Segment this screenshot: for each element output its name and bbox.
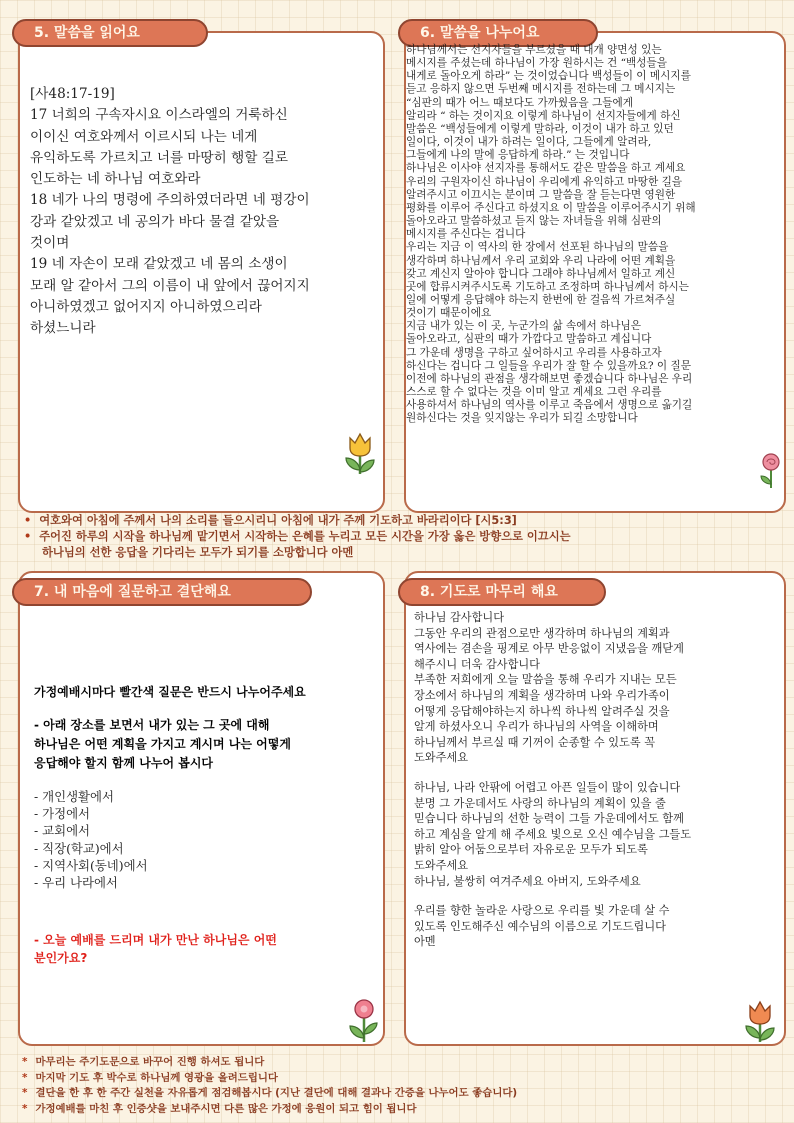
sharing-line: 생각하며 하나님께서 우리 교회와 우리 나라에 어떤 계획을: [406, 254, 676, 267]
sharing-line: 이전에 하나님의 관점을 생각해보면 좋겠습니다 하나님은 우리: [406, 372, 693, 385]
sharing-line: 알려주시고 이끄시는 분이며 그 말씀을 잘 듣는다면 영원한: [406, 188, 676, 201]
paragraph-gap: [414, 766, 788, 780]
question-lead: [34, 716, 291, 773]
scripture-line: 이이신 여호와께서 이르시되 나는 네게: [30, 128, 258, 145]
footer-text: 결단을 한 후 한 주간 실천을 자유롭게 점검해봅시다 (지난 결단에 대해 결과나 간증을 나누어도 좋습니다): [35, 1087, 518, 1100]
note-verse: [24, 513, 517, 529]
asterisk-icon: *: [22, 1102, 28, 1115]
scripture-line: 모래 알 같아서 그의 이름이 내 앞에서 끊어지지: [30, 277, 310, 294]
bullet-icon: •: [24, 530, 32, 543]
prayer-line: 하나님께서 부르실 때 기꺼이 순종할 수 있도록 꼭: [414, 735, 656, 749]
prayer-line: 역사에는 겸손을 핑계로 아무 반응없이 지냈음을 깨닫게: [414, 642, 684, 656]
place-item: - 직장(학교)에서: [34, 840, 124, 856]
note-text: 여호와여 아침에 주께서 나의 소리를 들으시리니 아침에 내가 주께 기도하고 바라리이다 [시5:3]: [39, 514, 517, 527]
question-lead-line: 하나님은 어떤 계획을 가지고 계시며 나는 어떻게: [34, 737, 291, 751]
sharing-line: 그 가운데 생명을 구하고 싶어하시고 우리를 사용하고자: [406, 346, 662, 359]
red-question-line: 분인가요?: [34, 951, 88, 965]
prayer-line: 하나님, 불쌍히 여겨주세요 아버지, 도와주세요: [414, 874, 641, 888]
prayer-line: 해주시니 더욱 감사합니다: [414, 657, 540, 671]
sharing-line: 스스로 할 수 없다는 것을 이미 알고 계세요 그런 우리를: [406, 386, 662, 399]
sharing-line: 하나님은 이사야 선지자를 통해서도 같은 말씀을 하고 계세요: [406, 162, 686, 175]
prayer-line: 아멘: [414, 935, 436, 949]
red-question-line: - 오늘 예배를 드리며 내가 만난 하나님은 어떤: [34, 933, 277, 947]
note-hope: [24, 529, 571, 545]
tulip-icon: [340, 430, 380, 476]
note-text: 주어진 하루의 시작을 하나님께 맡기면서 시작하는 은혜를 누리고 모든 시간을 가장 옳은 방향으로 이끄시는: [39, 530, 571, 543]
note-text: 하나님의 선한 응답을 기다리는 모두가 되기를 소망합니다 아멘: [42, 546, 354, 559]
question-lead-line: 응답해야 할지 함께 나누어 봅시다: [34, 756, 214, 770]
prayer-text: [414, 610, 788, 950]
sharing-line: 것이기 때문이에요: [406, 307, 492, 320]
sharing-line: 돌아오라고 말씀하셨고 듣지 않는 자녀들을 위해 심판의: [406, 215, 662, 228]
question-title: 가정예배시마다 빨간색 질문은 반드시 나누어주세요: [34, 685, 306, 699]
scripture-line: [사48:17-19]: [30, 86, 115, 102]
scripture-line: 하셨느니라: [30, 320, 96, 337]
prayer-line: 하나님, 나라 안팎에 어렵고 아픈 일들이 많이 있습니다: [414, 780, 681, 794]
place-item: - 교회에서: [34, 823, 91, 839]
place-item: - 지역사회(동네)에서: [34, 857, 148, 873]
prayer-line: 분명 그 가운데서도 사랑의 하나님의 계획이 있을 줄: [414, 796, 666, 810]
paragraph-gap: [414, 889, 788, 903]
sharing-line: 곳에 합류시켜주시도록 기도하고 조정하며 하나님께서 하시는: [406, 280, 689, 293]
section6-title: 6. 말씀을 나누어요: [398, 19, 598, 47]
place-item: - 개인생활에서: [34, 789, 114, 804]
prayer-line: 믿습니다 하나님의 선한 능력이 그들 가운데에서도 함께: [414, 812, 684, 826]
asterisk-icon: *: [22, 1056, 28, 1068]
footer-notes: [22, 1055, 517, 1117]
sharing-line: 우리는 지금 이 역사의 한 장에서 선포된 하나님의 말씀을: [406, 241, 669, 254]
scripture-line: 유익하도록 가르치고 너를 마땅히 행할 길로: [30, 149, 288, 166]
asterisk-icon: *: [22, 1087, 28, 1100]
prayer-line: 그동안 우리의 관점으로만 생각하며 하나님의 계획과: [414, 626, 670, 640]
prayer-line: 하나님 감사합니다: [414, 611, 505, 624]
sharing-line: 지금 내가 있는 이 곳, 누군가의 삶 속에서 하나님은: [406, 320, 641, 333]
prayer-line: 어떻게 응답해야하는지 하나씩 하나씩 알려주실 것을: [414, 704, 670, 718]
sharing-line: 하신다는 겁니다 그 일들을 우리가 잘 할 수 있을까요? 이 질문: [406, 359, 691, 372]
pink-flower-icon: [344, 998, 384, 1044]
prayer-line: 도와주세요: [414, 751, 469, 765]
sharing-line: 내게로 돌아오게 하라” 는 것이었습니다 백성들이 이 메시지를: [406, 70, 691, 83]
scripture-line: 19 네 자손이 모래 같았겠고 네 몸의 소생이: [30, 256, 288, 273]
footer-text: 마무리는 주기도문으로 바꾸어 진행 하셔도 됩니다: [35, 1056, 265, 1068]
scripture-line: 아니하였겠고 없어지지 아니하였으리라: [30, 298, 262, 315]
prayer-line: 밝히 알아 어둠으로부터 자유로운 모두가 되도록: [414, 843, 648, 857]
place-list: [34, 788, 148, 891]
red-question: [34, 931, 277, 967]
prayer-line: 부족한 저희에게 오늘 말씀을 통해 우리가 지내는 모든: [414, 673, 677, 687]
note-hope-cont: [42, 545, 353, 561]
sharing-line: 메시지를 주셨는데 하나님이 가장 원하시는 건 “백성들을: [406, 57, 667, 70]
prayer-line: 도와주세요: [414, 858, 469, 872]
section7-title: 7. 내 마음에 질문하고 결단해요: [12, 578, 312, 606]
sharing-line: 돌아오라고, 심판의 때가 가깝다고 말씀하고 계십니다: [406, 333, 652, 346]
place-item: - 우리 나라에서: [34, 875, 118, 891]
place-item: - 가정에서: [34, 806, 91, 822]
scripture-line: 것이며: [30, 235, 70, 252]
footer-item: [22, 1102, 517, 1118]
footer-item: [22, 1055, 517, 1071]
sharing-line: 그들에게 나의 말에 응답하게 하라.” 는 것입니다: [406, 149, 630, 162]
sharing-line: 원하신다는 것을 잊지않는 우리가 되길 소망합니다: [406, 412, 638, 425]
asterisk-icon: *: [22, 1071, 28, 1084]
footer-item: [22, 1071, 517, 1087]
sharing-line: 사용하셔서 하나님의 역사를 이루고 죽음에서 생명으로 옮기길: [406, 399, 693, 412]
question-lead-line: - 아래 장소를 보면서 내가 있는 그 곳에 대해: [34, 718, 270, 732]
sharing-text: [406, 44, 790, 426]
footer-item: [22, 1086, 517, 1102]
sharing-line: 말씀은 “백성들에게 이렇게 말하라, 이것이 내가 하고 있던: [406, 122, 674, 135]
sharing-line: 갖고 계신지 알아야 합니다 그래야 하나님께서 일하고 계신: [406, 267, 676, 280]
prayer-line: 하고 계심을 알게 해 주세요 빛으로 오신 예수님을 그들도: [414, 827, 692, 841]
sharing-line: 메시지를 주신다는 겁니다: [406, 228, 526, 241]
prayer-line: 장소에서 하나님의 계획을 생각하며 나와 우리가족이: [414, 688, 670, 702]
scripture-line: 18 네가 나의 명령에 주의하였더라면 네 평강이: [30, 192, 310, 209]
scripture-line: 인도하는 네 하나님 여호와라: [30, 171, 201, 188]
prayer-line: 알게 하셨사오니 우리가 하나님의 사역을 이해하며: [414, 720, 659, 734]
sharing-line: 평화를 이루어 주신다고 하셨지요 이 말씀을 이루어주시기 위해: [406, 201, 696, 214]
footer-text: 가정예배를 마친 후 인증샷을 보내주시면 다른 많은 가정에 응원이 되고 힘이 됩니다: [35, 1102, 417, 1115]
section8-title: 8. 기도로 마무리 해요: [398, 578, 606, 606]
sharing-line: 알리라 “ 하는 것이지요 이렇게 하나님이 선지자들에게 하신: [406, 109, 681, 122]
sharing-line: 하나님께서는 선지자들을 부르셨을 때 대개 양면성 있는: [406, 44, 662, 56]
prayer-line: 있도록 인도해주신 예수님의 이름으로 기도드립니다: [414, 919, 666, 933]
prayer-line: 우리를 향한 놀라운 사랑으로 우리를 빛 가운데 살 수: [414, 904, 670, 918]
bullet-icon: •: [24, 514, 32, 527]
footer-text: 마지막 기도 후 박수로 하나님께 영광을 올려드립니다: [35, 1071, 278, 1084]
sharing-line: 일이다, 이것이 내가 하려는 일이다, 그들에게 알려라,: [406, 136, 652, 149]
scripture-line: 강과 같았겠고 네 공의가 바다 물결 같았을: [30, 213, 280, 230]
sharing-line: 우리의 구원자이신 하나님이 우리에게 유익하고 마땅한 길을: [406, 175, 683, 188]
scripture-line: 17 너희의 구속자시요 이스라엘의 거룩하신: [30, 107, 288, 124]
orange-tulip-icon: [740, 998, 780, 1044]
sharing-line: 일에 어떻게 응답해야 하는지 한번에 한 걸음씩 가르쳐주실: [406, 293, 676, 306]
rose-icon: [756, 452, 786, 490]
section5-title: 5. 말씀을 읽어요: [12, 19, 208, 47]
sharing-line: 듣고 응하지 않으면 두번째 메시지를 전하는데 그 메시지는: [406, 83, 676, 96]
scripture-text: [30, 84, 380, 340]
sharing-line: “심판의 때가 어느 때보다도 가까웠음을 그들에게: [406, 96, 633, 109]
